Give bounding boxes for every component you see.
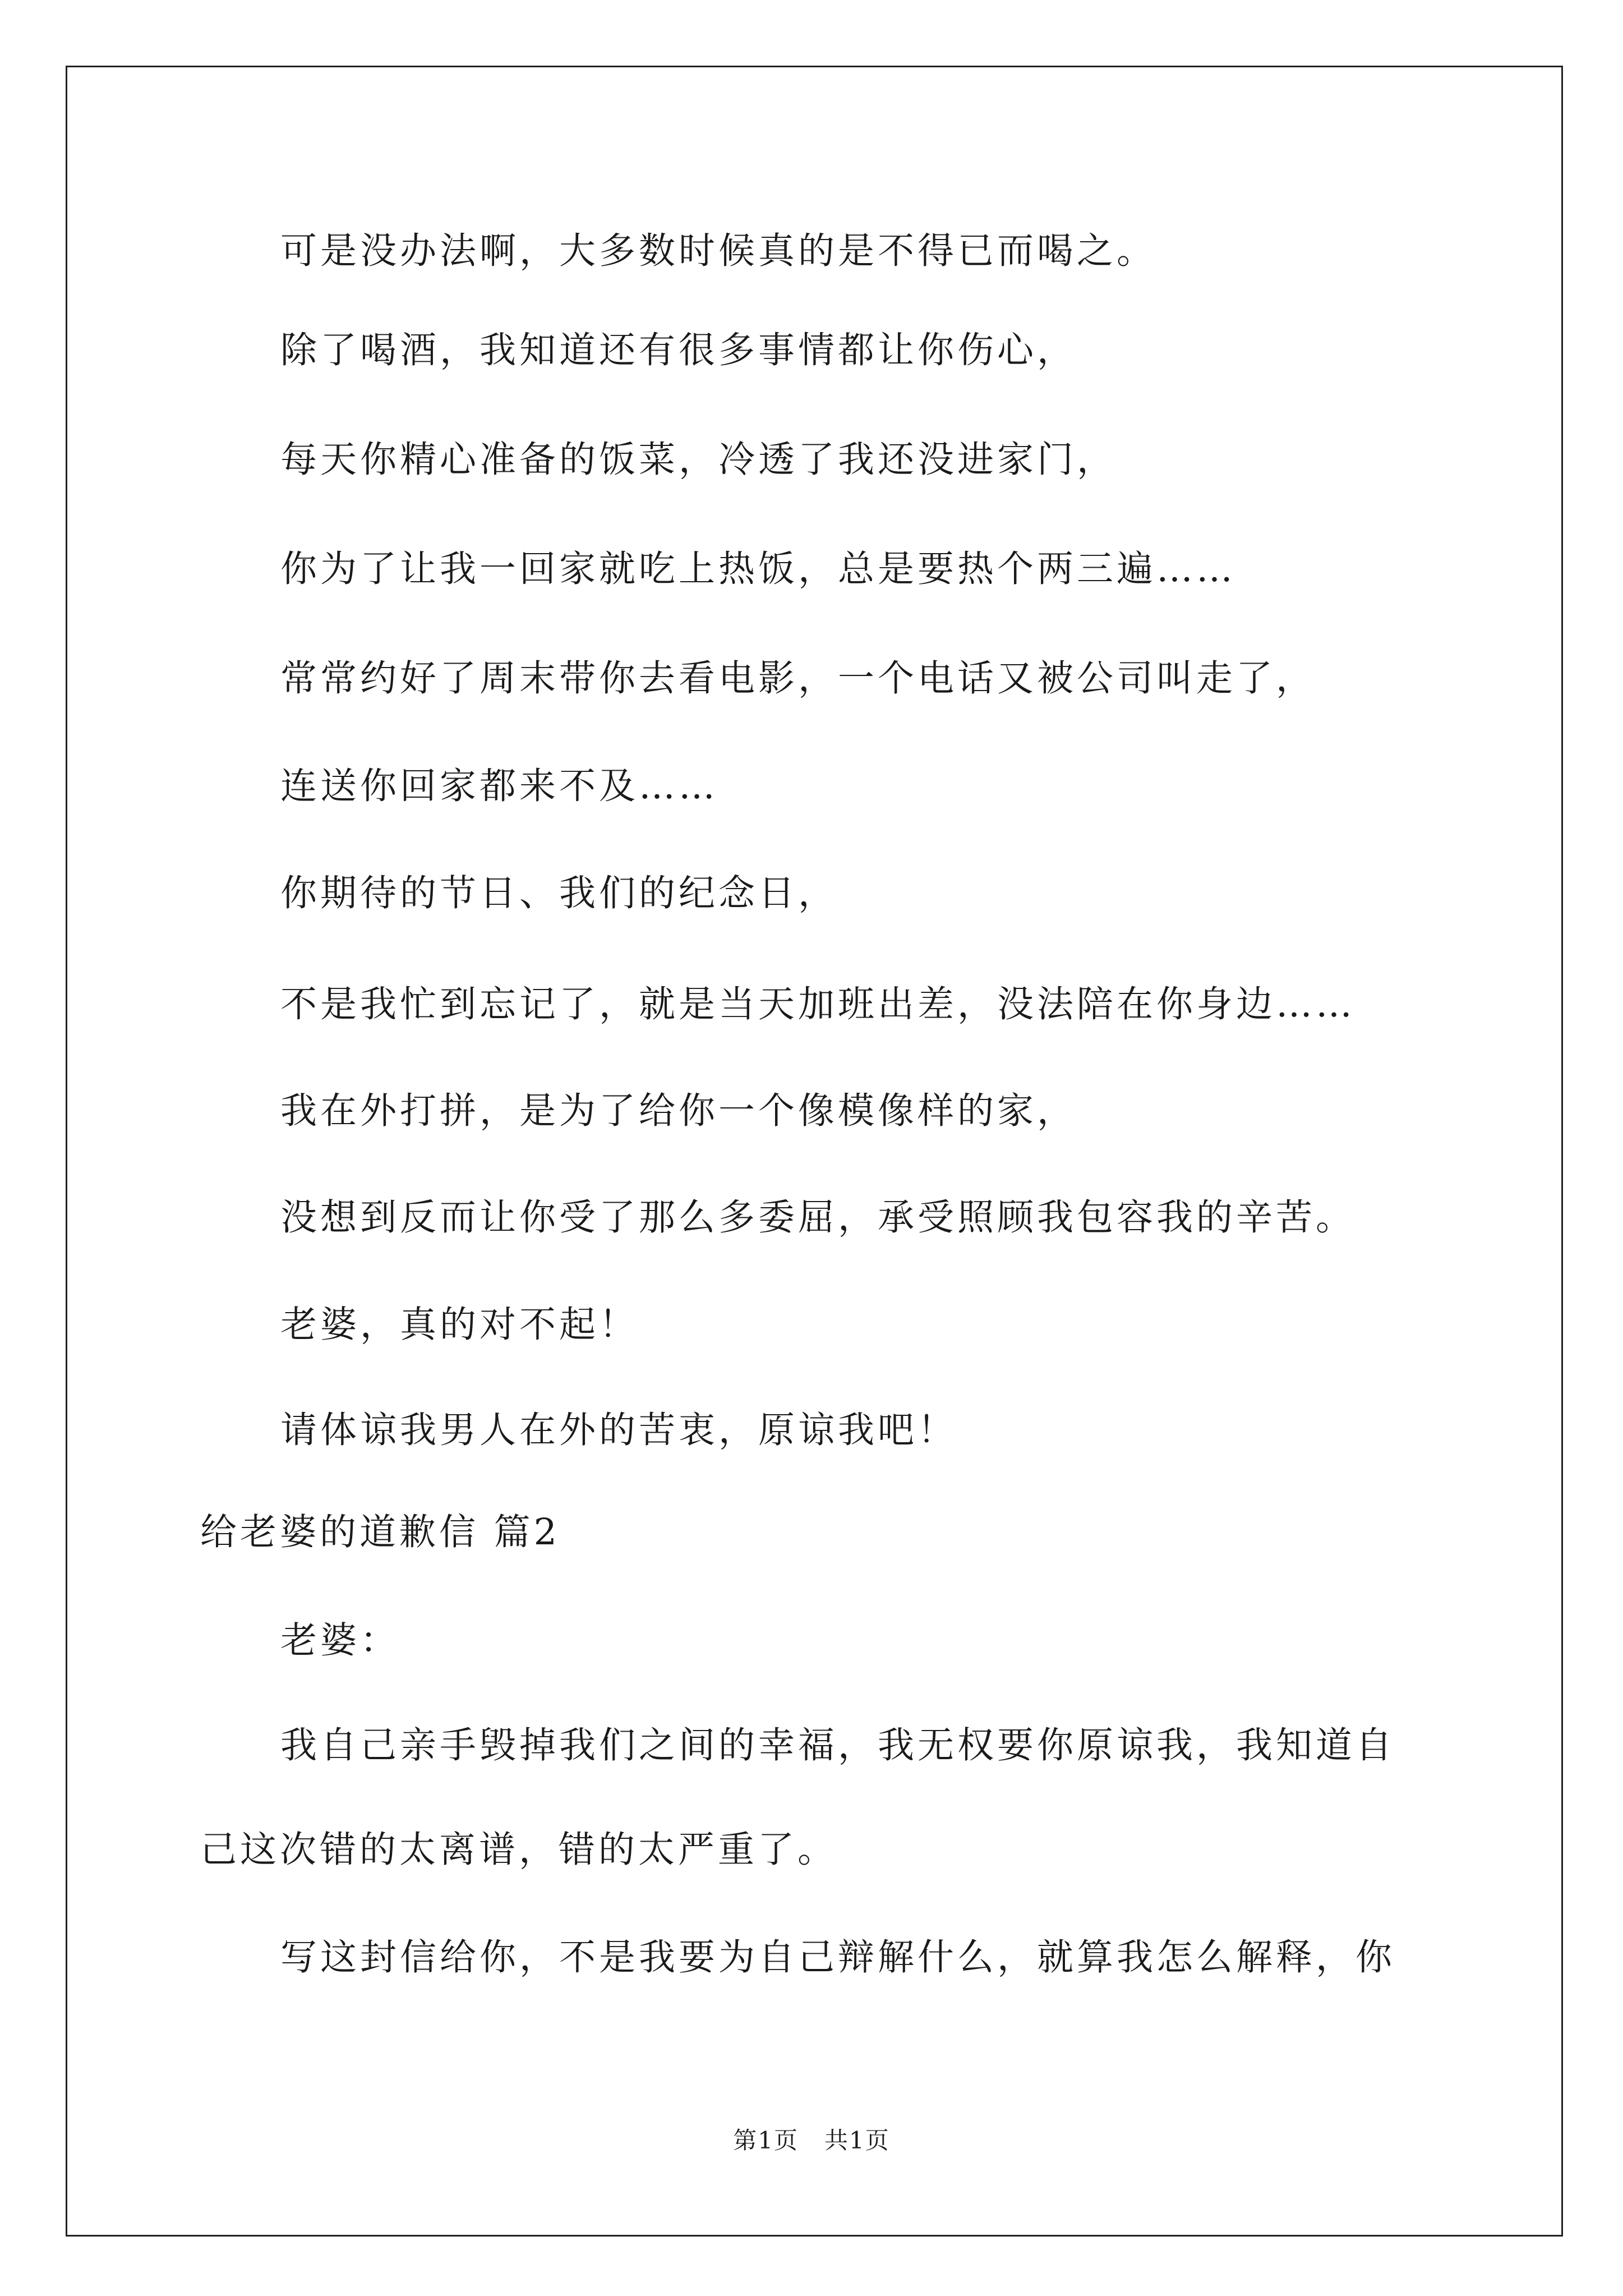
paragraph-line: 你期待的节日、我们的纪念日，	[280, 872, 838, 914]
paragraph-line: 请体谅我男人在外的苦衷，原谅我吧！	[280, 1409, 958, 1451]
paragraph-line: 你为了让我一回家就吃上热饭，总是要热个两三遍……	[280, 548, 1237, 590]
paragraph-line: 每天你精心准备的饭菜，冷透了我还没进家门，	[280, 439, 1117, 481]
paragraph-line: 除了喝酒，我知道还有很多事情都让你伤心，	[280, 329, 1077, 371]
section-title: 给老婆的道歉信 篇2	[200, 1511, 561, 1553]
salutation: 老婆：	[280, 1619, 400, 1662]
body-paragraph-line: 己这次错的太离谱，错的太严重了。	[200, 1829, 838, 1871]
body-paragraph-line: 我自己亲手毁掉我们之间的幸福，我无权要你原谅我，我知道自	[280, 1724, 1396, 1766]
page-border	[66, 66, 1563, 2237]
paragraph-line: 可是没办法啊，大多数时候真的是不得已而喝之。	[280, 230, 1157, 272]
paragraph-line: 没想到反而让你受了那么多委屈，承受照顾我包容我的辛苦。	[280, 1197, 1356, 1239]
body-paragraph-line: 写这封信给你，不是我要为自己辩解什么，就算我怎么解释，你	[280, 1936, 1396, 1978]
paragraph-line: 常常约好了周末带你去看电影，一个电话又被公司叫走了，	[280, 657, 1316, 700]
paragraph-line: 我在外打拼，是为了给你一个像模像样的家，	[280, 1090, 1077, 1132]
page-footer: 第1页 共1页	[733, 2127, 890, 2154]
paragraph-line: 连送你回家都来不及……	[280, 765, 719, 807]
paragraph-line: 不是我忙到忘记了，就是当天加班出差，没法陪在你身边……	[280, 983, 1356, 1025]
paragraph-line: 老婆，真的对不起！	[280, 1304, 639, 1346]
